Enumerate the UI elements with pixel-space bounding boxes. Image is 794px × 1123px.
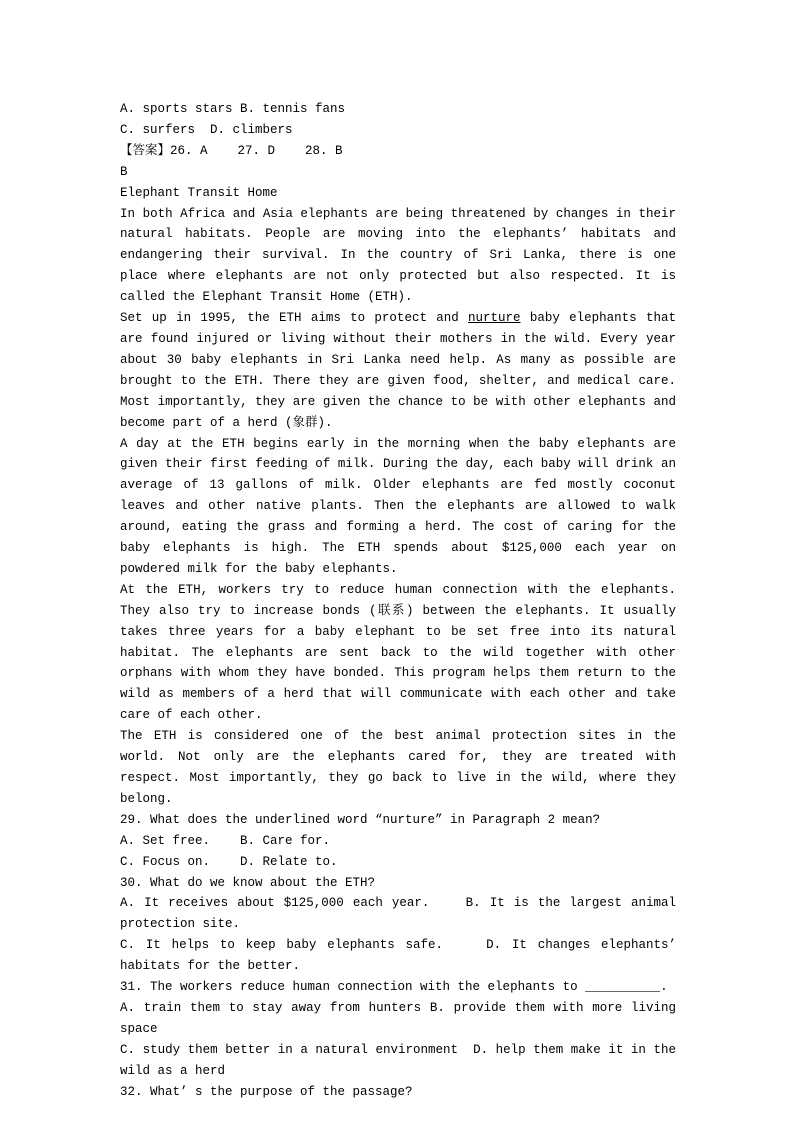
- question-30-stem: 30. What do we know about the ETH?: [120, 875, 376, 890]
- passage-paragraph-3: A day at the ETH begins early in the morning when the baby elephants are given their first feeding of milk. During the day, each baby will drink an average of 13 gallons of milk. Older elephants are fed mostly coconut leaves and other native plants. Then the elephants are allowed to walk around, eating the grass and forming a herd. The cost of caring for the baby elephants is high. The ETH spends about $125,000 each year on powdered milk for the baby elephants.: [120, 436, 676, 576]
- prev-question-options-ab: A. sports stars B. tennis fans: [120, 102, 346, 116]
- underlined-word-nurture: nurture: [468, 311, 521, 326]
- question-32-stem: 32. What’ s the purpose of the passage?: [120, 1084, 413, 1099]
- question-30-options-ab: A. It receives about $125,000 each year. B. It is the largest animal protection site.: [120, 896, 684, 932]
- question-31-stem: 31. The workers reduce human connection with the elephants to __________.: [120, 980, 668, 995]
- passage-paragraph-1: In both Africa and Asia elephants are being threatened by changes in their natural habitats. People are moving into the elephants’ habitats and endangering their survival. In the country of Sri Lanka, there is one place where elephants are not only protected but also respected. It is called the Elephant Transit Home (ETH).: [120, 206, 676, 305]
- paragraph-2-text-pre: Set up in 1995, the ETH aims to protect and: [120, 311, 469, 326]
- question-31-options-ab: A. train them to stay away from hunters B. provide them with more living space: [120, 1000, 684, 1036]
- prev-question-options-cd: C. surfers D. climbers: [120, 122, 293, 137]
- question-29-stem: 29. What does the underlined word “nurture” in Paragraph 2 mean?: [120, 812, 601, 827]
- question-30-options-cd: C. It helps to keep baby elephants safe. D. It changes elephants’ habitats for the better.: [120, 938, 684, 974]
- question-31-options-cd: C. study them better in a natural environment D. help them make it in the wild as a herd: [120, 1042, 684, 1078]
- passage-paragraph-4: At the ETH, workers try to reduce human connection with the elephants. They also try to increase bonds (联系) between the elephants. It usually takes three years for a baby elephant to be set free into its natural habitat. The elephants are sent back to the wild together with other orphans with whom they have bonded. This program helps them return to the wild as members of a herd that will communicate with each other and take care of each other.: [120, 582, 676, 723]
- paragraph-2-text-post: baby elephants that are found injured or living without their mothers in the wild. Every year about 30 baby elephants in Sri Lanka need help. As many as possible are brought to the ETH. There they are given food, shelter, and medical care. Most importantly, they are given the chance to be with other elephants and become part of a herd (象群).: [120, 311, 676, 430]
- answer-key-line: 【答案】26. A 27. D 28. B: [120, 143, 343, 158]
- question-29-options-cd: C. Focus on. D. Relate to.: [120, 854, 338, 869]
- question-29-options-ab: A. Set free. B. Care for.: [120, 833, 331, 848]
- passage-section-label: B: [120, 164, 128, 179]
- passage-paragraph-5: The ETH is considered one of the best animal protection sites in the world. Not only are the elephants cared for, they are treated with respect. Most importantly, they go back to live in the wild, where they belong.: [120, 729, 676, 806]
- passage-paragraph-2: [120, 308, 676, 433]
- passage-title: Elephant Transit Home: [120, 185, 278, 200]
